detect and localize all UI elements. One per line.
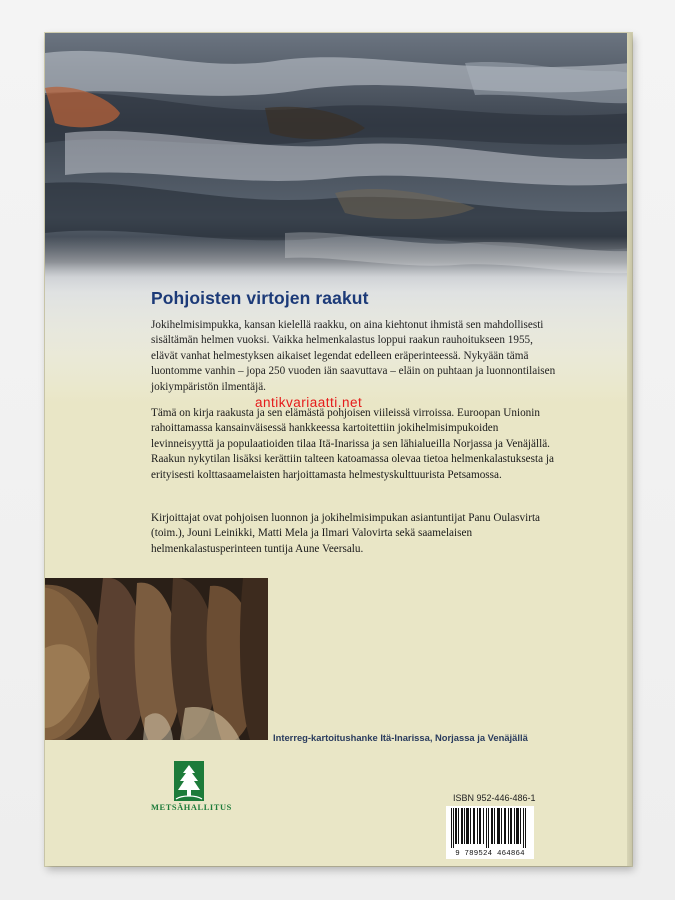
seller-watermark: antikvariaatti.net xyxy=(255,395,363,410)
authors-paragraph: Kirjoittajat ovat pohjoisen luonnon ja jokihelmisimpukan asiantuntijat Panu Oulasvirta (toim.), Jouni Leinikki, Matti Mela ja Ilmari Valovirta sekä saamelaisen helmenkalastusperinteen tuntija Aune Veersalu. xyxy=(151,512,541,555)
publisher-name: METSÄHALLITUS xyxy=(151,803,232,812)
barcode-bars xyxy=(450,808,530,848)
isbn-number: ISBN 952-446-486-1 xyxy=(453,793,536,803)
book-back-cover xyxy=(45,33,632,866)
book-title: Pohjoisten virtojen raakut xyxy=(151,288,369,308)
barcode xyxy=(446,806,534,859)
barcode-digits: 9 789524 464864 xyxy=(455,850,525,858)
project-caption: Interreg-kartoitushanke Itä-Inarissa, Norjassa ja Venäjällä xyxy=(273,732,528,743)
publisher-logo xyxy=(151,761,232,812)
mussels-photo xyxy=(45,578,268,740)
description-paragraph-2: Tämä on kirja raakusta ja sen elämästä pohjoisen viileissä virroissa. Euroopan Unionin rahoittamassa kansainväisessä hankkeessa kartoitettiin jokihelmisimpukoiden levinneisyyttä ja populaatioiden tilaa Itä-Inarissa ja sen lähialueilla Norjassa ja Venäjällä. Raakun nykytilan lisäksi kerättiin talteen katoamassa olevaa tietoa helmenkalastuksesta ja erityisesti kolttasaamelaisten harjoittamasta helmestyskulttuurista Petsamossa. xyxy=(151,407,554,481)
tree-logo-icon xyxy=(174,761,204,801)
description-paragraph-1: Jokihelmisimpukka, kansan kielellä raakku, on aina kiehtonut ihmistä sen mahdollisesti sisältämän helmen vuoksi. Vaikka helmenkalastus loppui raakun rauhoitukseen 1955, elävät vanhat helmestyksen aikaiset legendat edelleen eräperinteessä. Nykyään tämä luontomme vanhin – jopa 250 vuoden iän saavuttava – eläin on puhtaan ja luonnontilaisen jokiympäristön ilmentäjä. xyxy=(151,319,556,393)
cover-right-edge xyxy=(627,33,632,866)
